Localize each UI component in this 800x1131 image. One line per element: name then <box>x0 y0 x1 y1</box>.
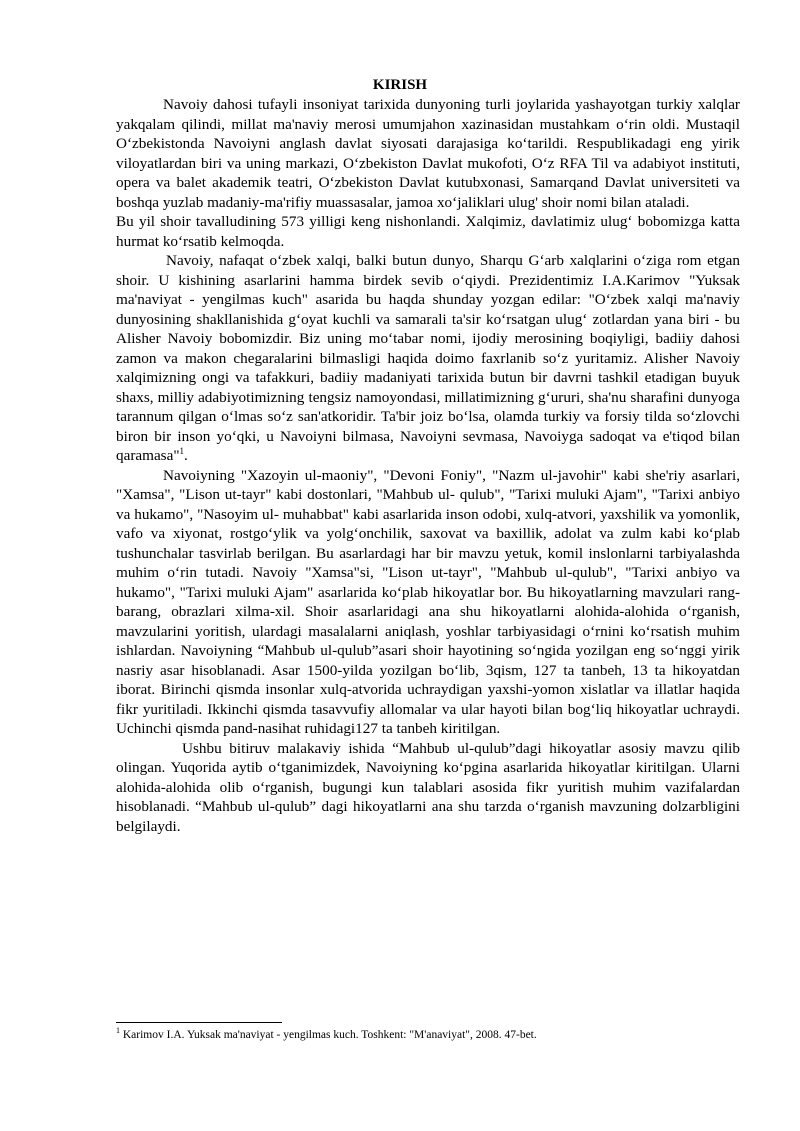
paragraph-5: Ushbu bitiruv malakaviy ishida “Mahbub ul-qulub”dagi hikoyatlar asosiy mavzu qilib olingan. Yuqorida aytib o‘tganimizdek, Navoiyning ko‘pgina asarlarida hikoyatlar kiritilgan. Ularni alohida-alohida olib o‘rganish, bugungi kun talablari asosida fikr yuritish muhim vazifalardan hisoblanadi. “Mahbub ul-qulub” dagi hikoyatlarni ana shu tarzda o‘rganish mavzuning dolzarbligini belgilaydi. <box>116 739 740 835</box>
page-title: KIRISH <box>372 77 428 93</box>
body-text <box>116 95 740 836</box>
footnote-reference[interactable]: 1 <box>179 445 185 456</box>
paragraph-3-text: Navoiy, nafaqat o‘zbek xalqi, balki butun dunyo, Sharqu G‘arb xalqlarini o‘ziga rom etgan shoir. U kishining asarlarini hamma birdek sevib o‘qiydi. Prezidentimiz I.A.Karimov "Yuksak ma'naviyat - yengilmas kuch" asarida bu haqda shunday yozgan edilar: "O‘zbek xalqi ma'naviy dunyosining shakllanishida g‘oyat kuchli va samarali ta'sir ko‘rsatgan ulug‘ zotlardan yana biri - bu Alisher Navoiy bobomizdir. Biz uning mo‘tabar nomi, ijodiy merosining boqiyligi, badiiy dahosi zamon va makon chegaralarini bilmasligi haqida doimo faxrlanib so‘z yuritamiz. Alisher Navoiy xalqimizning ongi va tafakkuri, badiiy madaniyati tarixida butun bir davrni tashkil etadigan buyuk shaxs, milliy adabiyotimizning tengsiz namoyondasi, millatimizning g‘ururi, sha'nu sharafini dunyoga tarannum qilgan o‘lmas so‘z san'atkoridir. Ta'bir joiz bo‘lsa, olamda turkiy va forsiy tilda so‘zlovchi biron bir inson yo‘qki, u Navoiyni bilmasa, Navoiyni sevmasa, Navoiyga sadoqat va e'tiqod bilan qaramasa" <box>116 252 740 464</box>
footnote <box>116 1028 740 1043</box>
footnote-separator <box>116 1022 282 1023</box>
paragraph-3 <box>116 251 740 466</box>
paragraph-1: Navoiy dahosi tufayli insoniyat tarixida dunyoning turli joylarida yashayotgan turkiy xalqlar yakqalam qilindi, millat ma'naviy merosi umumjahon xazinasidan mustahkam o‘rin oldi. Mustaqil O‘zbekistonda Navoiyni anglash davlat siyosati darajasiga ko‘tarildi. Respublikadagi eng yirik viloyatlardan biri va uning markazi, O‘zbekiston Davlat mukofoti, O‘z RFA Til va adabiyot instituti, opera va balet akademik teatri, O‘zbekiston Davlat kutubxonasi, Samarqand Davlat universiteti va boshqa yuzlab madaniy-ma'rifiy muassasalar, jamoa xo‘jaliklari ulug' shoir nomi bilan ataladi. <box>116 96 740 211</box>
paragraph-3-period: . <box>184 447 188 464</box>
footnote-text: Karimov I.A. Yuksak ma'naviyat - yengilmas kuch. Toshkent: "M'anaviyat", 2008. 47-bet. <box>122 1029 537 1041</box>
footnote-marker: 1 <box>116 1026 120 1036</box>
paragraph-4: Navoiyning "Xazoyin ul-maoniy", "Devoni Foniy", "Nazm ul-javohir" kabi she'riy asarlari, "Xamsa", "Lison ut-tayr" kabi dostonlari, "Mahbub ul- qulub", "Tarixi muluki Ajam", "Tarixi anbiyo va hukamo", "Nasoyim ul- muhabbat" kabi asarlarida inson odobi, xulq-atvori, yaxshilik va yomonlik, vafo va xiyonat, rostgo‘ylik va yolg‘onchilik, saxovat va baxillik, adolat va zulm kabi ko‘plab tushunchalar tasvirlab berilgan. Bu asarlardagi har bir mavzu yetuk, komil inslonlarni tarbiyalashda muhim o‘rin tutadi. Navoiy "Xamsa"si, "Lison ut-tayr", "Mahbub ul-qulub", "Tarixi anbiyo va hukamo", "Tarixi muluki Ajam" asarlarida ko‘plab hikoyatlar bor. Bu hikoyatlarning mavzulari rang-barang, obrazlari xilma-xil. Shoir asarlaridagi ana shu hikoyatlarni alohida-alohida o‘rganish, mavzularini yoritish, ulardagi masalalarni aniqlash, yoshlar tarbiyasidagi o‘rnini ko‘rsatish muhim ishlardan. Navoiyning “Mahbub ul-qulub”asari shoir hayotining so‘ngida yozilgan eng so‘nggi yirik nasriy asar hisoblanadi. Asar 1500-yilda yozilgan bo‘lib, 3qism, 127 ta tanbeh, 13 ta hikoyatdan iborat. Birinchi qismda insonlar xulq-atvorida uchraydigan yaxshi-yomon xislatlar va illatlar haqida fikr yuritiladi. Ikkinchi qismda tasavvufiy allomalar va ular hayoti bilan bog‘liq hikoyatlar uchraydi. Uchinchi qismda pand-nasihat ruhidagi127 ta tanbeh kiritilgan. <box>116 466 740 737</box>
paragraph-2: Bu yil shoir tavalludining 573 yilligi keng nishonlandi. Xalqimiz, davlatimiz ulug‘ bobomizga katta hurmat ko‘rsatib kelmoqda. <box>116 213 740 250</box>
